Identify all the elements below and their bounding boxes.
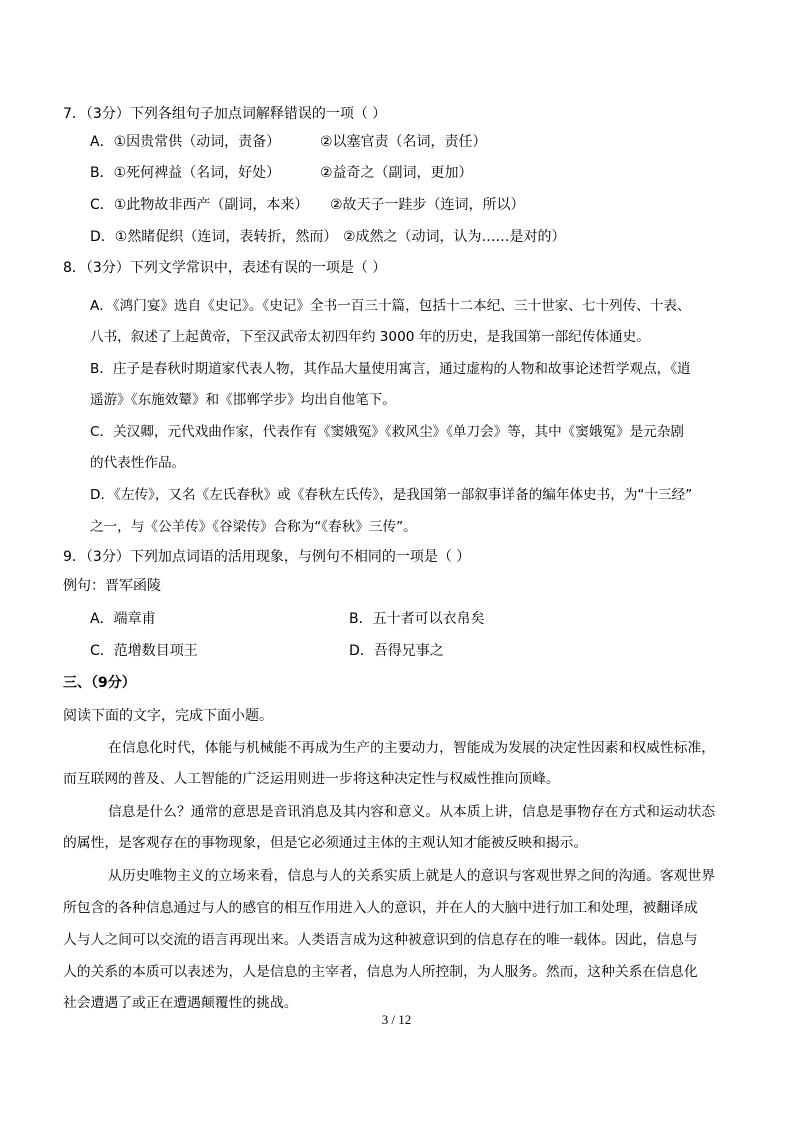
page-number: 3 / 12 [381,1012,412,1027]
passage-p1-line2: 而互联网的普及、人工智能的广泛运用则进一步将这种决定性与权威性推向顶峰。 [63,771,560,787]
reading-instruction: 阅读下面的文字，完成下面小题。 [63,708,273,724]
q8-stem: 8．（3分）下列文学常识中，表述有误的一项是（ ） [63,260,387,276]
q9-option-a: A．端章甫 [90,611,156,627]
q9-stem: 9．（3分）下列加点词语的活用现象，与例句不相同的一项是（ ） [63,549,471,565]
q9-option-c: C．范增数目项王 [90,643,198,659]
q7-option-d-2: ②成然之（动词，认为……是对的） [343,229,566,245]
q8-option-a-line1: A．《鸿门宴》选自《史记》。《史记》全书一百三十篇，包括十二本纪、三十世家、七十列传、十表、 [90,298,691,314]
q7-option-c-2: ②故天子一跬步（连词，所以） [330,197,525,213]
passage-p3-line5: 社会遭遇了或正在遭遇颠覆性的挑战。 [63,995,298,1011]
q9-option-d: D．吾得兄事之 [349,643,444,659]
q7-option-a-1: A．①因贵常供（动词，责备） [90,134,281,150]
q8-option-b-line2: 遥游》《东施效颦》和《邯郸学步》均出自他笔下。 [90,392,396,408]
passage-p1-line1: 在信息化时代，体能与机械能不再成为生产的主要动力，智能成为发展的决定性因素和权威性标准， [108,740,716,756]
q8-option-a-line2: 八书，叙述了上起黄帝，下至汉武帝太初四年约 3000 年的历史，是我国第一部纪传体通史。 [90,329,650,345]
passage-p3-line2: 所包含的各种信息通过与人的感官的相互作用进入人的意识，并在人的大脑中进行加工和处理，被翻译成 [63,900,698,916]
q8-option-c-line2: 的代表性作品。 [90,455,186,471]
passage-p2-line1: 信息是什么？通常的意思是音讯消息及其内容和意义。从本质上讲，信息是事物存在方式和运动状态 [108,804,716,820]
q7-option-b-1: B．①死何裨益（名词，好处） [90,165,281,181]
q8-option-c-line1: C．关汉卿，元代戏曲作家，代表作有《窦娥冤》《救风尘》《单刀会》等，其中《窦娥冤》是元杂剧 [90,424,685,440]
passage-p2-line2: 的属性，是客观存在的事物现象，但是它必须通过主体的主观认知才能被反映和揭示。 [63,835,588,851]
passage-p3-line3: 人与人之间可以交流的语言再现出来。人类语言成为这种被意识到的信息存在的唯一载体。因此，信息与 [63,932,698,948]
passage-p3-line1: 从历史唯物主义的立场来看，信息与人的关系实质上就是人的意识与客观世界之间的沟通。客观世界 [108,868,716,884]
q9-example: 例句：晋军函陵 [63,578,161,594]
q8-option-b-line1: B．庄子是春秋时期道家代表人物，其作品大量使用寓言，通过虚构的人物和故事论述哲学观点，《逍 [90,361,691,377]
passage-p3-line4: 人的关系的本质可以表述为，人是信息的主宰者，信息为人所控制，为人服务。然而，这种关系在信息化 [63,964,698,980]
q7-option-d-1: D．①然睹促织（连词，表转折，然而） [90,229,338,245]
q7-option-a-2: ②以塞官责（名词，责任） [320,134,487,150]
section-heading: 三、（9分） [63,675,136,691]
q8-option-d-line1: D．《左传》，又名《左氏春秋》或《春秋左氏传》，是我国第一部叙事详备的编年体史书，为“十三经” [90,487,693,503]
q9-option-b: B．五十者可以衣帛矣 [349,611,485,627]
q7-option-b-2: ②益奇之（副词，更加） [320,165,473,181]
q7-stem: 7．（3分）下列各组句子加点词解释错误的一项（ ） [63,106,387,122]
q8-option-d-line2: 之一，与《公羊传》《谷梁传》合称为“《春秋》三传”。 [90,519,417,535]
q7-option-c-1: C．①此物故非西产（副词，本来） [90,197,309,213]
